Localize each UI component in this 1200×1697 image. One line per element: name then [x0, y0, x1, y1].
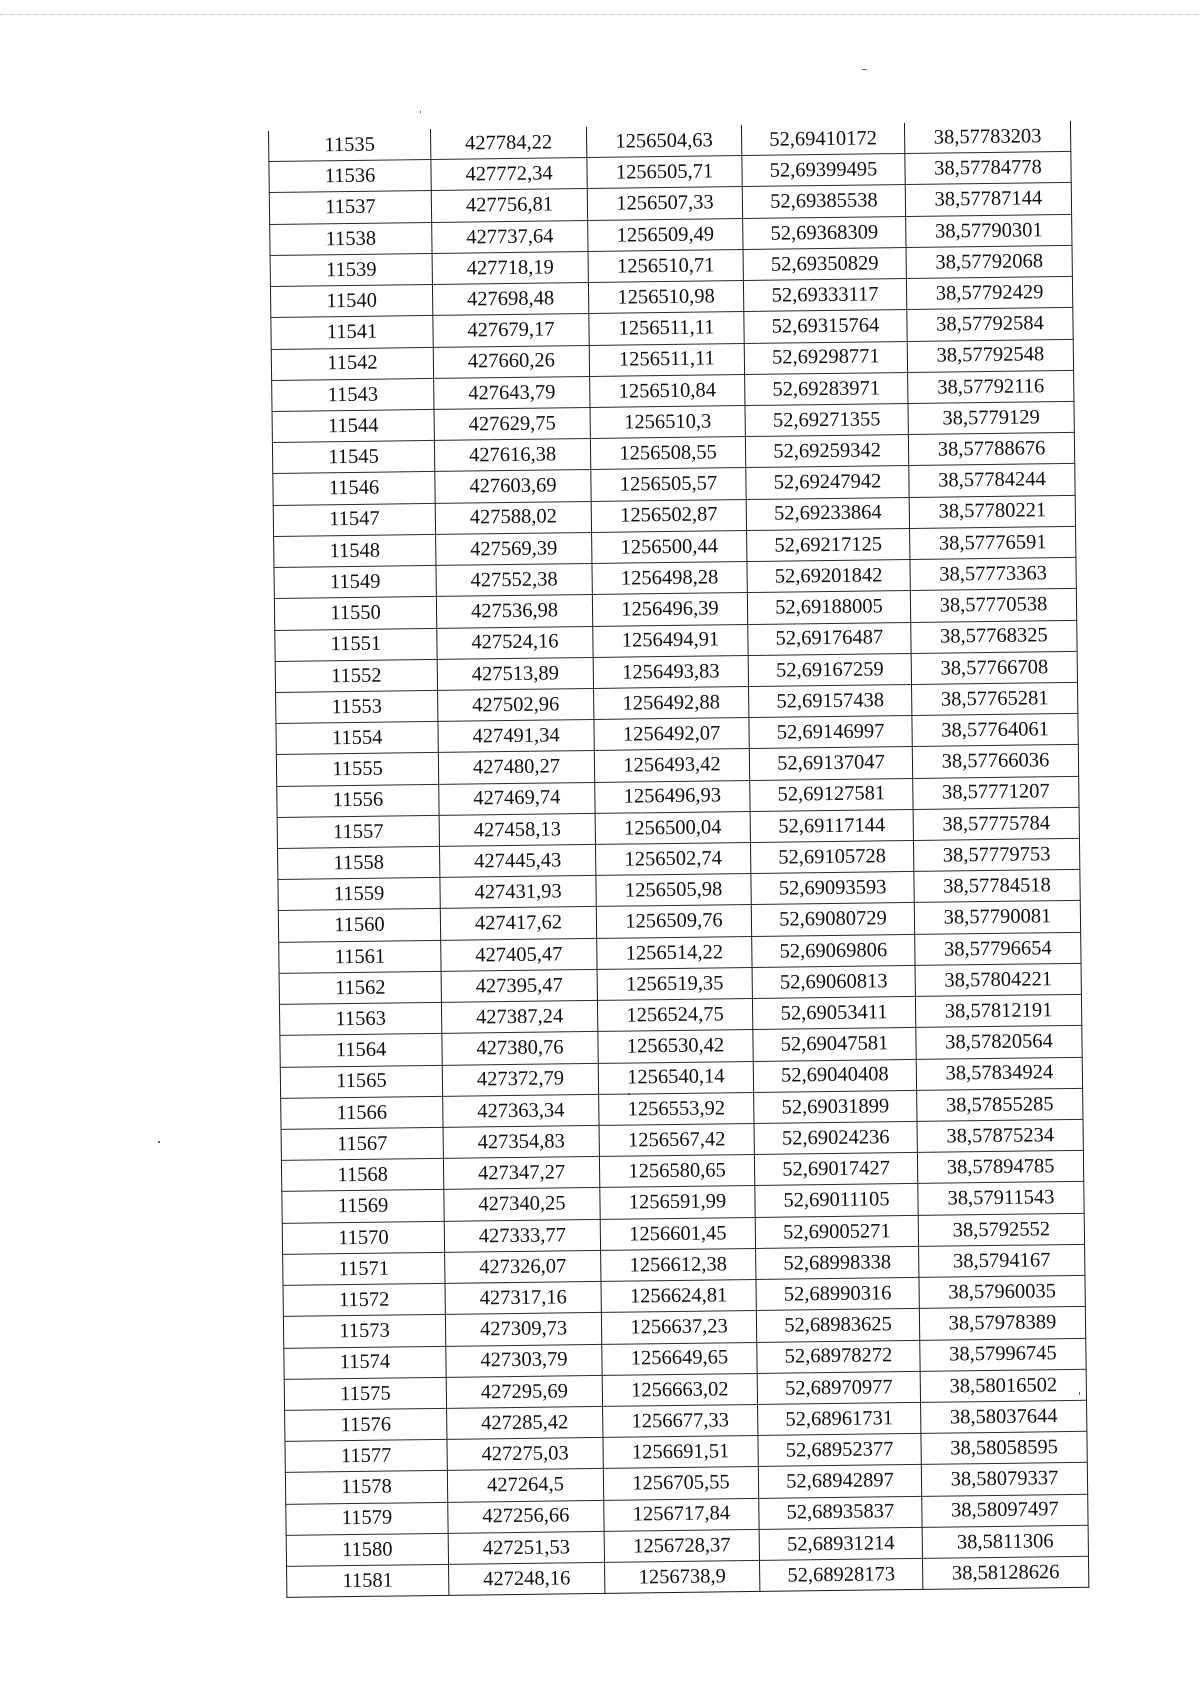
x-coordinate-cell: 427660,26 [433, 345, 589, 378]
longitude-cell: 38,5794167 [919, 1244, 1085, 1277]
y-coordinate-cell: 1256502,87 [591, 499, 746, 532]
x-coordinate-cell: 427431,93 [440, 876, 596, 909]
longitude-cell: 38,5811306 [922, 1525, 1088, 1558]
x-coordinate-cell: 427395,47 [441, 969, 597, 1002]
y-coordinate-cell: 1256509,76 [596, 905, 751, 938]
latitude-cell: 52,69399495 [742, 154, 905, 187]
latitude-cell: 52,69385538 [742, 185, 905, 218]
y-coordinate-cell: 1256591,99 [600, 1186, 755, 1219]
latitude-cell: 52,69053411 [752, 997, 915, 1030]
scan-top-edge [0, 14, 1200, 15]
longitude-cell: 38,57780221 [909, 495, 1075, 528]
point-number-cell: 11545 [272, 441, 434, 474]
y-coordinate-cell: 1256509,49 [588, 218, 743, 251]
x-coordinate-cell: 427480,27 [438, 751, 594, 784]
latitude-cell: 52,69080729 [751, 903, 914, 936]
longitude-cell: 38,57804221 [915, 963, 1081, 996]
latitude-cell: 52,68983625 [756, 1309, 919, 1342]
point-number-cell: 11538 [270, 222, 432, 255]
point-number-cell: 11539 [270, 253, 432, 286]
point-number-cell: 11544 [272, 409, 434, 442]
longitude-cell: 38,57783203 [904, 121, 1070, 154]
point-number-cell: 11541 [271, 316, 433, 349]
y-coordinate-cell: 1256504,63 [586, 125, 741, 158]
scan-speck [862, 69, 867, 70]
x-coordinate-cell: 427445,43 [440, 844, 596, 877]
y-coordinate-cell: 1256691,51 [603, 1436, 758, 1469]
y-coordinate-cell: 1256507,33 [587, 187, 742, 220]
latitude-cell: 52,69188005 [747, 591, 910, 624]
y-coordinate-cell: 1256498,28 [592, 562, 747, 595]
longitude-cell: 38,57784778 [905, 152, 1071, 185]
y-coordinate-cell: 1256567,42 [599, 1123, 754, 1156]
longitude-cell: 38,57978389 [919, 1307, 1085, 1340]
longitude-cell: 38,57790081 [914, 901, 1080, 934]
longitude-cell: 38,57792548 [907, 339, 1073, 372]
point-number-cell: 11559 [278, 878, 440, 911]
longitude-cell: 38,57996745 [920, 1338, 1086, 1371]
y-coordinate-cell: 1256649,65 [602, 1342, 757, 1375]
point-number-cell: 11565 [280, 1065, 442, 1098]
x-coordinate-cell: 427317,16 [445, 1282, 601, 1315]
y-coordinate-cell: 1256492,07 [594, 718, 749, 751]
latitude-cell: 52,69410172 [741, 123, 904, 156]
latitude-cell: 52,69247942 [746, 466, 909, 499]
point-number-cell: 11556 [277, 784, 439, 817]
latitude-cell: 52,68970977 [757, 1371, 920, 1404]
longitude-cell: 38,57792584 [907, 308, 1073, 341]
latitude-cell: 52,68998338 [756, 1246, 919, 1279]
x-coordinate-cell: 427303,79 [446, 1344, 602, 1377]
x-coordinate-cell: 427326,07 [445, 1250, 601, 1283]
longitude-cell: 38,57787144 [905, 183, 1071, 216]
x-coordinate-cell: 427552,38 [436, 564, 592, 597]
longitude-cell: 38,57792116 [908, 370, 1074, 403]
latitude-cell: 52,69350829 [743, 247, 906, 280]
document-page [268, 121, 1088, 1599]
longitude-cell: 38,57790301 [906, 214, 1072, 247]
y-coordinate-cell: 1256500,44 [592, 530, 747, 563]
point-number-cell: 11548 [274, 534, 436, 567]
latitude-cell: 52,69368309 [743, 216, 906, 249]
x-coordinate-cell: 427718,19 [432, 251, 588, 284]
y-coordinate-cell: 1256505,98 [596, 874, 751, 907]
x-coordinate-cell: 427417,62 [440, 907, 596, 940]
latitude-cell: 52,69315764 [744, 310, 907, 343]
longitude-cell: 38,57771207 [913, 776, 1079, 809]
latitude-cell: 52,69157438 [749, 684, 912, 717]
latitude-cell: 52,69024236 [754, 1121, 917, 1154]
longitude-cell: 38,58079337 [921, 1463, 1087, 1496]
point-number-cell: 11567 [281, 1127, 443, 1160]
y-coordinate-cell: 1256637,23 [601, 1311, 756, 1344]
point-number-cell: 11546 [273, 472, 435, 505]
longitude-cell: 38,58037644 [921, 1400, 1087, 1433]
y-coordinate-cell: 1256511,11 [589, 343, 744, 376]
point-number-cell: 11555 [276, 753, 438, 786]
x-coordinate-cell: 427264,5 [447, 1469, 603, 1502]
latitude-cell: 52,69271355 [745, 403, 908, 436]
latitude-cell: 52,69105728 [750, 840, 913, 873]
point-number-cell: 11540 [270, 285, 432, 318]
x-coordinate-cell: 427772,34 [431, 158, 587, 191]
x-coordinate-cell: 427588,02 [435, 501, 591, 534]
longitude-cell: 38,57792068 [906, 245, 1072, 278]
x-coordinate-cell: 427756,81 [431, 189, 587, 222]
y-coordinate-cell: 1256500,04 [595, 811, 750, 844]
y-coordinate-cell: 1256492,88 [594, 686, 749, 719]
longitude-cell: 38,57812191 [915, 994, 1081, 1027]
point-number-cell: 11558 [278, 846, 440, 879]
x-coordinate-cell: 427679,17 [433, 314, 589, 347]
latitude-cell: 52,69011105 [755, 1184, 918, 1217]
latitude-cell: 52,69127581 [750, 778, 913, 811]
point-number-cell: 11549 [274, 565, 436, 598]
y-coordinate-cell: 1256738,9 [605, 1560, 760, 1593]
x-coordinate-cell: 427569,39 [436, 532, 592, 565]
y-coordinate-cell: 1256540,14 [598, 1061, 753, 1094]
longitude-cell: 38,57796654 [915, 932, 1081, 965]
y-coordinate-cell: 1256508,55 [590, 437, 745, 470]
y-coordinate-cell: 1256524,75 [597, 999, 752, 1032]
point-number-cell: 11561 [279, 940, 441, 973]
x-coordinate-cell: 427387,24 [441, 1001, 597, 1034]
latitude-cell: 52,69060813 [752, 965, 915, 998]
y-coordinate-cell: 1256496,93 [595, 780, 750, 813]
x-coordinate-cell: 427616,38 [434, 439, 590, 472]
longitude-cell: 38,57775784 [913, 807, 1079, 840]
latitude-cell: 52,68942897 [758, 1465, 921, 1498]
longitude-cell: 38,5792552 [918, 1213, 1084, 1246]
latitude-cell: 52,69146997 [749, 716, 912, 749]
y-coordinate-cell: 1256505,71 [587, 156, 742, 189]
y-coordinate-cell: 1256728,37 [604, 1529, 759, 1562]
x-coordinate-cell: 427603,69 [435, 470, 591, 503]
y-coordinate-cell: 1256493,42 [594, 749, 749, 782]
y-coordinate-cell: 1256514,22 [597, 936, 752, 969]
point-number-cell: 11579 [286, 1502, 448, 1535]
scan-speck [158, 1141, 160, 1143]
point-number-cell: 11570 [282, 1221, 444, 1254]
latitude-cell: 52,69201842 [747, 560, 910, 593]
latitude-cell: 52,69017427 [754, 1153, 917, 1186]
latitude-cell: 52,69047581 [753, 1028, 916, 1061]
longitude-cell: 38,57776591 [910, 526, 1076, 559]
point-number-cell: 11557 [277, 815, 439, 848]
x-coordinate-cell: 427347,27 [443, 1157, 599, 1190]
y-coordinate-cell: 1256580,65 [599, 1155, 754, 1188]
x-coordinate-cell: 427536,98 [436, 595, 592, 628]
x-coordinate-cell: 427737,64 [432, 220, 588, 253]
y-coordinate-cell: 1256496,39 [592, 593, 747, 626]
x-coordinate-cell: 427275,03 [447, 1438, 603, 1471]
x-coordinate-cell: 427251,53 [448, 1531, 604, 1564]
latitude-cell: 52,69069806 [752, 934, 915, 967]
longitude-cell: 38,57766036 [912, 745, 1078, 778]
x-coordinate-cell: 427380,76 [442, 1032, 598, 1065]
longitude-cell: 38,57784518 [914, 870, 1080, 903]
y-coordinate-cell: 1256510,71 [588, 249, 743, 282]
x-coordinate-cell: 427524,16 [437, 626, 593, 659]
point-number-cell: 11578 [285, 1471, 447, 1504]
x-coordinate-cell: 427698,48 [432, 283, 588, 316]
latitude-cell: 52,69167259 [748, 653, 911, 686]
point-number-cell: 11554 [276, 722, 438, 755]
x-coordinate-cell: 427256,66 [448, 1500, 604, 1533]
latitude-cell: 52,68952377 [758, 1434, 921, 1467]
longitude-cell: 38,57788676 [908, 433, 1074, 466]
x-coordinate-cell: 427784,22 [430, 127, 586, 160]
y-coordinate-cell: 1256553,92 [599, 1092, 754, 1125]
longitude-cell: 38,58016502 [920, 1369, 1086, 1402]
y-coordinate-cell: 1256502,74 [595, 843, 750, 876]
latitude-cell: 52,68961731 [758, 1402, 921, 1435]
point-number-cell: 11550 [274, 597, 436, 630]
x-coordinate-cell: 427629,75 [434, 407, 590, 440]
y-coordinate-cell: 1256624,81 [601, 1280, 756, 1313]
point-number-cell: 11552 [275, 659, 437, 692]
point-number-cell: 11564 [280, 1034, 442, 1067]
point-number-cell: 11563 [279, 1003, 441, 1036]
longitude-cell: 38,58128626 [922, 1556, 1088, 1589]
longitude-cell: 38,57765281 [912, 682, 1078, 715]
y-coordinate-cell: 1256677,33 [603, 1404, 758, 1437]
point-number-cell: 11537 [269, 191, 431, 224]
y-coordinate-cell: 1256530,42 [598, 1030, 753, 1063]
point-number-cell: 11575 [284, 1377, 446, 1410]
point-number-cell: 11560 [278, 909, 440, 942]
scan-speck [420, 111, 421, 113]
point-number-cell: 11551 [275, 628, 437, 661]
longitude-cell: 38,57792429 [906, 276, 1072, 309]
point-number-cell: 11542 [271, 347, 433, 380]
y-coordinate-cell: 1256511,11 [589, 312, 744, 345]
longitude-cell: 38,57855285 [917, 1088, 1083, 1121]
latitude-cell: 52,69117144 [750, 809, 913, 842]
x-coordinate-cell: 427502,96 [438, 688, 594, 721]
x-coordinate-cell: 427469,74 [439, 782, 595, 815]
latitude-cell: 52,69333117 [743, 279, 906, 312]
longitude-cell: 38,58097497 [922, 1494, 1088, 1527]
y-coordinate-cell: 1256510,98 [588, 281, 743, 314]
point-number-cell: 11562 [279, 971, 441, 1004]
longitude-cell: 38,57834924 [916, 1057, 1082, 1090]
latitude-cell: 52,68931214 [759, 1527, 922, 1560]
longitude-cell: 38,57820564 [916, 1026, 1082, 1059]
point-number-cell: 11568 [281, 1159, 443, 1192]
latitude-cell: 52,69259342 [745, 435, 908, 468]
longitude-cell: 38,57779753 [913, 838, 1079, 871]
x-coordinate-cell: 427354,83 [443, 1125, 599, 1158]
y-coordinate-cell: 1256494,91 [593, 624, 748, 657]
latitude-cell: 52,69137047 [749, 747, 912, 780]
y-coordinate-cell: 1256510,3 [590, 405, 745, 438]
point-number-cell: 11573 [283, 1315, 445, 1348]
x-coordinate-cell: 427643,79 [434, 376, 590, 409]
latitude-cell: 52,68935837 [759, 1496, 922, 1529]
point-number-cell: 11580 [286, 1533, 448, 1566]
longitude-cell: 38,57911543 [918, 1182, 1084, 1215]
x-coordinate-cell: 427309,73 [445, 1313, 601, 1346]
y-coordinate-cell: 1256717,84 [604, 1498, 759, 1531]
latitude-cell: 52,68928173 [760, 1558, 923, 1591]
y-coordinate-cell: 1256663,02 [602, 1373, 757, 1406]
point-number-cell: 11574 [284, 1346, 446, 1379]
longitude-cell: 38,57770538 [910, 589, 1076, 622]
latitude-cell: 52,68990316 [756, 1278, 919, 1311]
longitude-cell: 38,57875234 [917, 1119, 1083, 1152]
point-number-cell: 11569 [282, 1190, 444, 1223]
y-coordinate-cell: 1256519,35 [597, 967, 752, 1000]
x-coordinate-cell: 427405,47 [441, 938, 597, 971]
point-number-cell: 11536 [269, 160, 431, 193]
x-coordinate-cell: 427295,69 [446, 1375, 602, 1408]
y-coordinate-cell: 1256612,38 [601, 1248, 756, 1281]
point-number-cell: 11547 [273, 503, 435, 536]
x-coordinate-cell: 427458,13 [439, 813, 595, 846]
latitude-cell: 52,68978272 [757, 1340, 920, 1373]
point-number-cell: 11553 [276, 690, 438, 723]
longitude-cell: 38,5779129 [908, 401, 1074, 434]
longitude-cell: 38,57768325 [911, 620, 1077, 653]
longitude-cell: 38,57784244 [909, 464, 1075, 497]
x-coordinate-cell: 427363,34 [443, 1094, 599, 1127]
latitude-cell: 52,69298771 [744, 341, 907, 374]
point-number-cell: 11535 [268, 129, 430, 162]
point-number-cell: 11576 [285, 1408, 447, 1441]
x-coordinate-cell: 427372,79 [442, 1063, 598, 1096]
y-coordinate-cell: 1256705,55 [603, 1467, 758, 1500]
y-coordinate-cell: 1256505,57 [591, 468, 746, 501]
point-number-cell: 11571 [283, 1252, 445, 1285]
coordinates-table-body [268, 121, 1088, 1598]
x-coordinate-cell: 427248,16 [449, 1562, 605, 1595]
x-coordinate-cell: 427285,42 [447, 1406, 603, 1439]
latitude-cell: 52,69176487 [748, 622, 911, 655]
latitude-cell: 52,69031899 [754, 1090, 917, 1123]
point-number-cell: 11581 [287, 1564, 449, 1597]
longitude-cell: 38,57894785 [917, 1151, 1083, 1184]
point-number-cell: 11543 [272, 378, 434, 411]
y-coordinate-cell: 1256601,45 [600, 1217, 755, 1250]
longitude-cell: 38,57773363 [910, 557, 1076, 590]
point-number-cell: 11572 [283, 1283, 445, 1316]
x-coordinate-cell: 427513,89 [437, 657, 593, 690]
latitude-cell: 52,69233864 [746, 497, 909, 530]
coordinates-table [268, 121, 1089, 1598]
latitude-cell: 52,69283971 [745, 372, 908, 405]
latitude-cell: 52,69040408 [753, 1059, 916, 1092]
longitude-cell: 38,57764061 [912, 714, 1078, 747]
point-number-cell: 11566 [281, 1096, 443, 1129]
longitude-cell: 38,57766708 [911, 651, 1077, 684]
longitude-cell: 38,57960035 [919, 1275, 1085, 1308]
latitude-cell: 52,69093593 [751, 872, 914, 905]
latitude-cell: 52,69005271 [755, 1215, 918, 1248]
longitude-cell: 38,58058595 [921, 1431, 1087, 1464]
latitude-cell: 52,69217125 [747, 528, 910, 561]
x-coordinate-cell: 427340,25 [444, 1188, 600, 1221]
x-coordinate-cell: 427491,34 [438, 720, 594, 753]
y-coordinate-cell: 1256510,84 [590, 374, 745, 407]
x-coordinate-cell: 427333,77 [444, 1219, 600, 1252]
point-number-cell: 11577 [285, 1440, 447, 1473]
y-coordinate-cell: 1256493,83 [593, 655, 748, 688]
